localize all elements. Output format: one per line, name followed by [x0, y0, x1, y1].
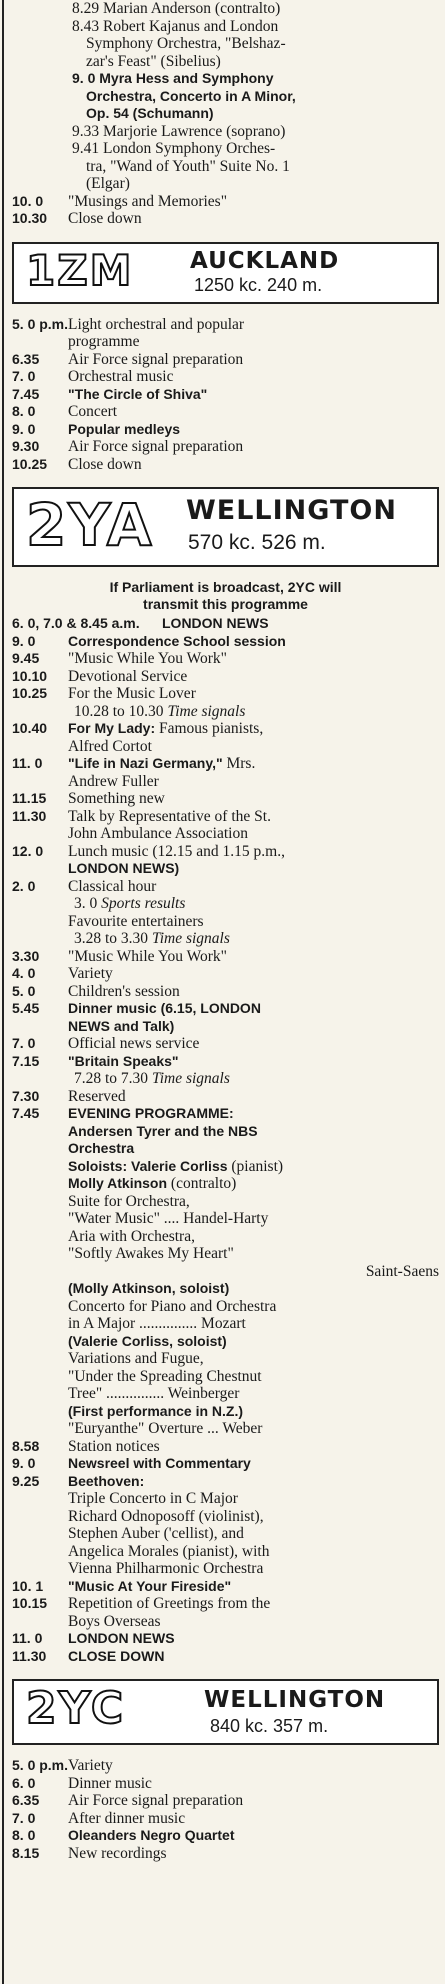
programme-row	[12, 70, 439, 88]
programme-row	[12, 738, 439, 756]
programme-time: 5. 0	[12, 982, 36, 999]
programme-text: (Elgar)	[86, 175, 130, 192]
programme-row	[12, 1473, 439, 1491]
programme-text: Orchestral music	[68, 368, 174, 385]
programme-row	[12, 1775, 439, 1793]
programme-text: For My Lady: Famous pianists,	[68, 720, 264, 737]
programme-time: 10.15	[12, 1595, 48, 1611]
programme-text: LONDON NEWS	[68, 1630, 175, 1646]
programme-row	[12, 773, 439, 791]
programme-text: tra, "Wand of Youth" Suite No. 1	[86, 157, 290, 175]
programme-time: 10.40	[12, 720, 48, 736]
programme-time: 11. 0	[12, 1630, 43, 1646]
programme-time: 8.15	[12, 1844, 40, 1861]
programme-row	[12, 808, 439, 826]
programme-row	[12, 1543, 439, 1561]
programme-row	[12, 193, 439, 211]
programme-time: 7.15	[12, 1052, 40, 1069]
programme-text: Station notices	[68, 1437, 160, 1455]
programme-time: 10.30	[12, 210, 48, 226]
programme-row	[12, 825, 439, 843]
programme-text: 3.28 to 3.30 Time signals	[74, 930, 230, 947]
programme-text: 3. 0 Sports results	[74, 895, 186, 912]
programme-row	[12, 1757, 439, 1775]
programme-time: 7. 0	[12, 1035, 36, 1051]
programme-text: Variety	[68, 965, 113, 982]
programme-time: 9. 0	[12, 420, 36, 437]
programme-time: 8. 0	[12, 403, 36, 419]
programme-text: Beethoven:	[68, 1472, 145, 1489]
programme-row	[12, 53, 439, 71]
programme-time: 9.25	[12, 1472, 40, 1489]
station-banner-1zm	[12, 242, 439, 304]
programme-text: After dinner music	[68, 1809, 186, 1827]
programme-row	[12, 1648, 439, 1666]
programme-text: Official news service	[68, 1035, 200, 1052]
station-frequency: 1250 kc. 240 m.	[194, 274, 323, 295]
programme-time: 11.30	[12, 1647, 47, 1664]
programme-row	[12, 878, 439, 896]
programme-text: Close down	[68, 455, 142, 473]
programme-text: (First performance in N.Z.)	[68, 1402, 244, 1419]
top-listing	[12, 0, 439, 228]
programme-time: 10.25	[12, 455, 48, 472]
programme-row	[12, 1595, 439, 1613]
station-frequency: 840 kc. 357 m.	[210, 1716, 329, 1736]
programme-time: 5.45	[12, 1000, 40, 1016]
programme-text: "Water Music" .... Handel-Harty	[68, 1210, 269, 1227]
programme-time: 6. 0	[12, 1774, 36, 1791]
programme-text: Tree" ............... Weinberger	[68, 1385, 240, 1402]
programme-text: "Britain Speaks"	[68, 1052, 179, 1069]
programme-row	[12, 1385, 439, 1403]
programme-row	[12, 650, 439, 668]
programme-time: 6. 0, 7.0 & 8.45 a.m.	[12, 615, 140, 631]
programme-row	[12, 1140, 439, 1158]
programme-time: 10. 0	[12, 192, 44, 209]
programme-row	[12, 983, 439, 1001]
programme-text: Lunch music (12.15 and 1.15 p.m.,	[68, 842, 285, 860]
programme-text: Air Force signal preparation	[68, 350, 244, 368]
station-call-sign: 2YA	[26, 491, 154, 559]
programme-time: 6.35	[12, 1792, 40, 1808]
programme-text: Andrew Fuller	[68, 772, 159, 790]
programme-row	[12, 438, 439, 456]
programme-text: (Molly Atkinson, soloist)	[68, 1280, 230, 1296]
programme-row	[12, 755, 439, 773]
programme-row	[12, 1455, 439, 1473]
programme-text: 10.28 to 10.30 Time signals	[74, 702, 246, 720]
programme-text: Dinner music (6.15, LONDON	[68, 1000, 261, 1016]
programme-time: 4. 0	[12, 965, 36, 981]
programme-text: (Valerie Corliss, soloist)	[68, 1332, 227, 1349]
programme-row	[12, 1438, 439, 1456]
station-banner-2ya	[12, 487, 439, 567]
programme-row	[12, 965, 439, 983]
programme-text: "Euryanthe" Overture ... Weber	[68, 1420, 263, 1437]
programme-text: Aria with Orchestra,	[68, 1227, 195, 1245]
programme-row	[12, 843, 439, 861]
programme-row	[12, 386, 439, 404]
programme-row	[12, 1123, 439, 1141]
programme-text: Andersen Tyrer and the NBS	[68, 1122, 258, 1139]
programme-row	[12, 35, 439, 53]
programme-row	[12, 210, 439, 228]
programme-text: Newsreel with Commentary	[68, 1455, 251, 1471]
programme-time: 7.45	[12, 385, 40, 402]
programme-row	[12, 333, 439, 351]
programme-row	[12, 1403, 439, 1421]
programme-time: 11.30	[12, 807, 47, 824]
programme-text: Close down	[68, 210, 142, 227]
programme-row	[12, 1792, 439, 1810]
programme-time: 10. 1	[12, 1577, 44, 1594]
programme-row	[12, 1613, 439, 1631]
programme-column	[12, 0, 439, 1862]
programme-text: Repetition of Greetings from the	[68, 1595, 271, 1612]
programme-time: 3.30	[12, 947, 40, 964]
programme-row	[12, 1810, 439, 1828]
station-city: AUCKLAND	[190, 247, 340, 274]
programme-row	[12, 1827, 439, 1845]
programme-text: 9.41 London Symphony Orches-	[72, 140, 276, 157]
programme-row	[12, 1368, 439, 1386]
programme-text: Triple Concerto in C Major	[68, 1490, 238, 1507]
programme-time: 12. 0	[12, 842, 44, 859]
programme-text: Soloists: Valerie Corliss (pianist)	[68, 1157, 284, 1175]
programme-row	[12, 703, 439, 721]
programme-row	[12, 895, 439, 913]
programme-time: 5. 0 p.m.	[12, 315, 69, 332]
programme-text: New recordings	[68, 1844, 167, 1862]
programme-time: 9.45	[12, 650, 40, 666]
programme-text: zar's Feast" (Sibelius)	[86, 52, 221, 70]
programme-text: 9.33 Marjorie Lawrence (soprano)	[72, 122, 286, 140]
programme-row	[12, 1000, 439, 1018]
programme-row	[12, 105, 439, 123]
programme-text: CLOSE DOWN	[68, 1647, 165, 1664]
programme-row	[12, 1845, 439, 1863]
programme-time: 9. 0	[12, 632, 36, 649]
programme-text: "Music At Your Fireside"	[68, 1577, 232, 1594]
programme-text: NEWS and Talk)	[68, 1017, 175, 1034]
programme-text: "Music While You Work"	[68, 947, 227, 965]
programme-row	[12, 1035, 439, 1053]
programme-time: 7.30	[12, 1087, 40, 1104]
programme-text: Correspondence School session	[68, 632, 286, 649]
programme-row	[12, 1070, 439, 1088]
programme-text: Talk by Representative of the St.	[68, 807, 271, 825]
programme-text: Richard Odnoposoff (violinist),	[68, 1507, 264, 1525]
station-city: WELLINGTON	[186, 495, 397, 526]
programme-text: Concert	[68, 403, 118, 420]
programme-row	[12, 860, 439, 878]
programme-text: Children's session	[68, 982, 180, 1000]
programme-text: Air Force signal preparation	[68, 1792, 244, 1809]
programme-time: 9.30	[12, 438, 40, 454]
programme-text: Concerto for Piano and Orchestra	[68, 1297, 277, 1315]
programme-time: 7. 0	[12, 368, 36, 384]
programme-text: Symphony Orchestra, "Belshaz-	[86, 35, 286, 52]
programme-text: "The Circle of Shiva"	[68, 385, 208, 402]
programme-row	[12, 1280, 439, 1298]
programme-text: "Musings and Memories"	[68, 192, 228, 210]
programme-text: Op. 54 (Schumann)	[86, 105, 214, 121]
programme-row	[12, 421, 439, 439]
programme-text: Light orchestral and popular	[68, 315, 245, 333]
programme-text: Something new	[68, 790, 165, 807]
programme-row	[12, 930, 439, 948]
programme-time: 10.10	[12, 667, 48, 684]
programme-text: Stephen Auber ('cellist), and	[68, 1525, 244, 1542]
programme-text: 8.29 Marian Anderson (contralto)	[72, 0, 281, 17]
programme-time: 9. 0	[12, 1455, 36, 1471]
programme-row	[12, 720, 439, 738]
programme-text: Orchestra	[68, 1140, 135, 1156]
programme-row	[12, 913, 439, 931]
programme-row	[12, 1088, 439, 1106]
programme-row	[12, 1508, 439, 1526]
programme-row	[12, 351, 439, 369]
programme-row	[12, 1158, 439, 1176]
programme-text: LONDON NEWS)	[68, 860, 180, 876]
programme-row	[12, 1263, 439, 1281]
izm-listing	[12, 316, 439, 474]
programme-text: Reserved	[68, 1087, 126, 1105]
programme-time: 11.15	[12, 790, 47, 806]
programme-text: Devotional Service	[68, 667, 188, 685]
programme-text: EVENING PROGRAMME:	[68, 1105, 234, 1121]
programme-row	[12, 1420, 439, 1438]
programme-text: "Music While You Work"	[68, 650, 227, 667]
station-call-sign: 1ZM	[26, 245, 134, 295]
programme-row	[12, 1175, 439, 1193]
programme-time: 2. 0	[12, 877, 36, 894]
programme-text: Suite for Orchestra,	[68, 1192, 190, 1210]
programme-text: John Ambulance Association	[68, 825, 248, 842]
programme-row	[12, 316, 439, 334]
programme-text: Popular medleys	[68, 420, 181, 437]
station-frequency: 570 kc. 526 m.	[188, 531, 326, 554]
programme-text: Molly Atkinson (contralto)	[68, 1175, 237, 1192]
programme-text: "Life in Nazi Germany," Mrs.	[68, 755, 256, 772]
programme-row	[12, 1245, 439, 1263]
programme-text: Classical hour	[68, 877, 157, 895]
programme-row	[12, 1490, 439, 1508]
programme-row	[12, 88, 439, 106]
programme-row	[12, 456, 439, 474]
station-call-sign: 2YC	[26, 1683, 126, 1734]
programme-text: 8.43 Robert Kajanus and London	[72, 17, 279, 35]
programme-row	[12, 1298, 439, 1316]
programme-time: 5. 0 p.m.	[12, 1757, 69, 1773]
programme-text: For the Music Lover	[68, 685, 196, 702]
programme-row	[12, 948, 439, 966]
programme-row	[12, 633, 439, 651]
programme-time: 11. 0	[12, 755, 43, 771]
programme-row	[12, 1193, 439, 1211]
programme-row	[12, 140, 439, 158]
programme-row	[12, 158, 439, 176]
programme-text: Orchestra, Concerto in A Minor,	[86, 87, 296, 104]
programme-row	[12, 1630, 439, 1648]
programme-text: Oleanders Negro Quartet	[68, 1827, 235, 1843]
programme-row	[12, 1053, 439, 1071]
programme-row	[12, 1315, 439, 1333]
programme-row	[12, 18, 439, 36]
programme-row	[12, 1018, 439, 1036]
programme-row	[12, 123, 439, 141]
2ya-listing	[12, 615, 439, 1665]
programme-text: programme	[68, 333, 140, 350]
programme-text: Variations and Fugue,	[68, 1350, 204, 1367]
programme-time: 8. 0	[12, 1827, 36, 1843]
programme-row	[12, 1333, 439, 1351]
parliament-notice: If Parliament is broadcast, 2YC will transmit this programme	[109, 579, 342, 612]
station-banner-2yc	[12, 1679, 439, 1745]
programme-row	[12, 403, 439, 421]
programme-text: Variety	[68, 1757, 113, 1774]
station-city: WELLINGTON	[204, 1687, 386, 1713]
programme-row	[12, 685, 439, 703]
programme-row	[12, 790, 439, 808]
2yc-listing	[12, 1757, 439, 1862]
programme-time: 10.25	[12, 685, 48, 701]
programme-row	[12, 1210, 439, 1228]
programme-text: "Under the Spreading Chestnut	[68, 1367, 262, 1385]
programme-text: Boys Overseas	[68, 1612, 161, 1630]
programme-time: 7.45	[12, 1105, 40, 1121]
programme-time: 6.35	[12, 350, 40, 367]
programme-row	[12, 1560, 439, 1578]
programme-text: Dinner music	[68, 1774, 152, 1792]
programme-row	[12, 1105, 439, 1123]
programme-text: 9. 0 Myra Hess and Symphony	[72, 70, 274, 86]
programme-text: Saint-Saens	[365, 1262, 439, 1280]
programme-row	[12, 668, 439, 686]
programme-text: "Softly Awakes My Heart"	[68, 1245, 234, 1262]
programme-text: Air Force signal preparation	[68, 438, 244, 455]
programme-row	[12, 1228, 439, 1246]
programme-row	[12, 615, 439, 633]
programme-text: Vienna Philharmonic Orchestra	[68, 1560, 264, 1577]
programme-time: 8.58	[12, 1437, 40, 1454]
programme-row	[12, 1525, 439, 1543]
programme-row	[12, 368, 439, 386]
programme-text: Alfred Cortot	[68, 737, 152, 755]
programme-text: in A Major ............... Mozart	[68, 1315, 246, 1332]
programme-row	[12, 0, 439, 18]
programme-row	[12, 1578, 439, 1596]
programme-row	[12, 1350, 439, 1368]
programme-row	[12, 175, 439, 193]
programme-time: 7. 0	[12, 1809, 36, 1826]
programme-text: 7.28 to 7.30 Time signals	[74, 1070, 230, 1087]
programme-text: Favourite entertainers	[68, 912, 204, 930]
programme-text: LONDON NEWS	[162, 615, 269, 631]
programme-text: Angelica Morales (pianist), with	[68, 1542, 270, 1560]
column-rule	[2, 0, 4, 1984]
